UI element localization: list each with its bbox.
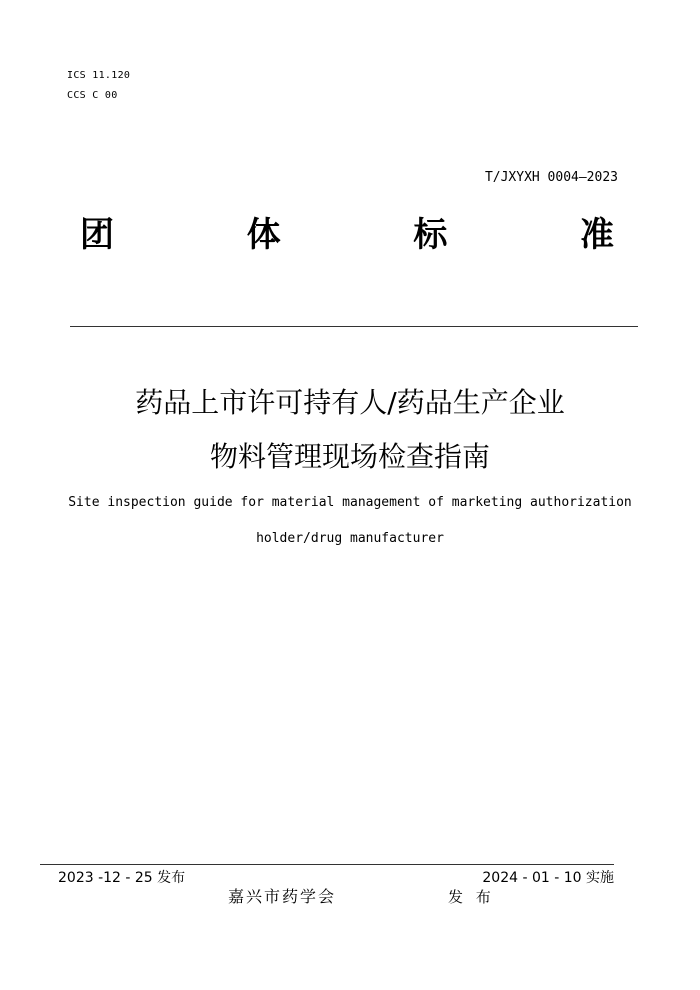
publisher-name: 嘉兴市药学会 xyxy=(228,887,337,906)
bottom-divider xyxy=(40,864,614,865)
ics-code: ICS 11.120 xyxy=(67,70,131,81)
standard-type-char: 团 xyxy=(80,215,114,255)
standard-type-heading xyxy=(80,213,614,257)
title-en-line1: Site inspection guide for material management of marketing authorization xyxy=(68,495,632,510)
standard-type-char: 标 xyxy=(413,215,448,255)
top-divider xyxy=(70,326,638,327)
title-en-line2: holder/drug manufacturer xyxy=(256,531,444,546)
document-number: T/JXYXH 0004—2023 xyxy=(484,170,618,185)
standard-type-char: 体 xyxy=(246,215,281,255)
ccs-code: CCS C 00 xyxy=(67,90,118,101)
title-zh-line2: 物料管理现场检查指南 xyxy=(209,440,490,473)
implementation-date: 2024 - 01 - 10 实施 xyxy=(482,870,614,886)
title-zh-line1: 药品上市许可持有人/药品生产企业 xyxy=(135,386,565,419)
standard-type-char: 准 xyxy=(579,215,614,255)
publish-label: 发 布 xyxy=(448,888,495,906)
release-date: 2023 -12 - 25 发布 xyxy=(58,870,186,886)
